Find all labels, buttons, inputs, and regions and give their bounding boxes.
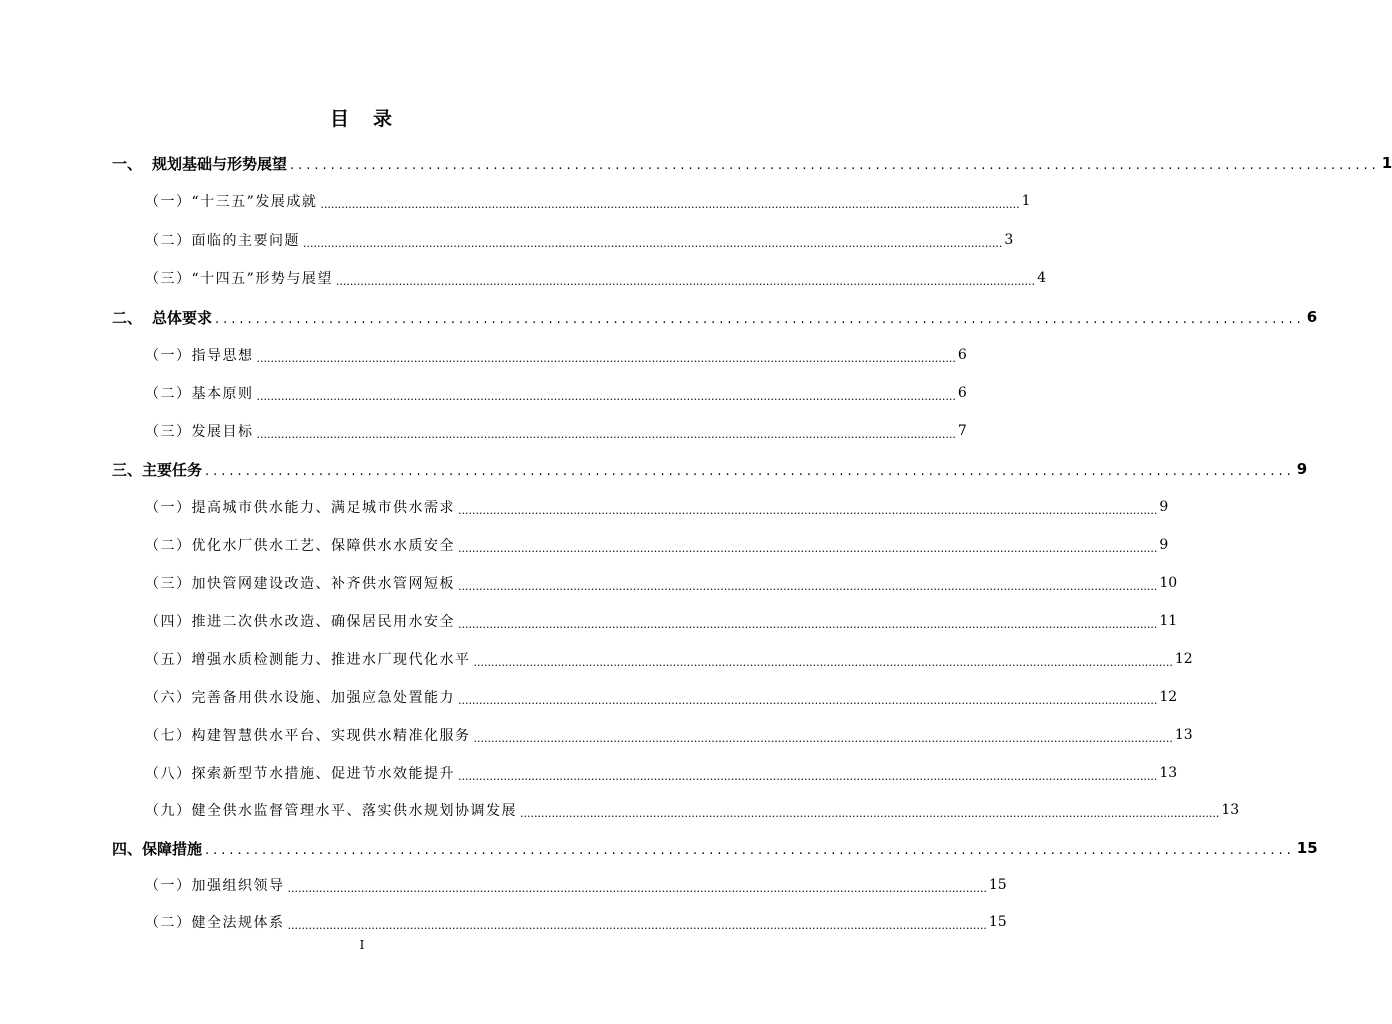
page-number: 12 [1159,689,1178,705]
item-title: （五）增强水质检测能力、推进水厂现代化水平 [145,652,471,668]
section-number: 一、 [112,154,143,173]
page-number: 4 [1037,270,1047,286]
dot-leader: ........................................................................................................................................................................................................ [520,806,1220,820]
item-title: （六）完善备用供水设施、加强应急处置能力 [145,690,455,706]
toc-item-3-3[interactable] [145,572,1178,594]
item-title: （九）健全供水监督管理水平、落实供水规划协调发展 [145,803,517,819]
dot-leader: ...................................................................................................................................... [205,842,1295,858]
item-title: （二）健全法规体系 [145,915,285,931]
page-number: 15 [1296,839,1318,857]
page-number: 15 [988,877,1007,893]
toc-item-1-1[interactable] [145,190,1031,212]
section-number: 二、 [112,308,143,327]
page-number: 9 [1159,499,1169,515]
dot-leader: ...................................................................................................................................... [205,463,1295,479]
item-title: （一）“十三五”发展成就 [145,194,318,210]
page-number: 15 [988,914,1007,930]
dot-leader: ........................................................................................................................................................................................................ [458,503,1158,517]
toc-item-4-1[interactable] [145,874,1007,896]
toc-item-3-4[interactable] [145,610,1178,632]
item-title: （一）提高城市供水能力、满足城市供水需求 [145,500,455,516]
footer-page-number: I [359,938,365,952]
item-title: （三）加快管网建设改造、补齐供水管网短板 [145,576,455,592]
toc-item-3-2[interactable] [145,534,1169,556]
page-number: 9 [1159,537,1169,553]
item-title: （三）“十四五”形势与展望 [145,271,333,287]
dot-leader: ........................................................................................................................................................................................................ [320,197,1020,211]
section-title: 保障措施 [142,839,203,858]
toc-item-2-1[interactable] [145,344,967,366]
page-number: 7 [957,423,967,439]
dot-leader: ........................................................................................................................................................................................................ [458,769,1158,783]
item-title: （二）面临的主要问题 [145,233,300,249]
page-number: 10 [1159,575,1178,591]
dot-leader: ........................................................................................................................................................................................................ [287,881,987,895]
item-title: （一）指导思想 [145,348,254,364]
page-number: 1 [1021,193,1031,209]
page-number: 9 [1296,460,1308,478]
section-title: 总体要求 [152,308,213,327]
toc-section-2[interactable] [112,306,1318,328]
dot-leader: ........................................................................................................................................................................................................ [303,236,1003,250]
dot-leader: ........................................................................................................................................................................................................ [458,617,1158,631]
toc-item-1-3[interactable] [145,267,1047,289]
toc-item-2-2[interactable] [145,382,967,404]
toc-section-3[interactable] [112,458,1308,480]
toc-item-4-2[interactable] [145,911,1007,933]
toc-section-4[interactable] [112,837,1318,859]
dot-leader: ........................................................................................................................................................................................................ [287,918,987,932]
page-number: 3 [1004,232,1014,248]
section-number: 四、 [112,839,143,858]
title-part-1: 目 [329,108,351,130]
dot-leader: ........................................................................................................................................................................................................ [473,655,1173,669]
dot-leader: ........................................................................................................................................................................................................ [458,693,1158,707]
page-number: 6 [957,385,967,401]
dot-leader: ........................................................................................................................................................................................................ [256,351,956,365]
dot-leader: ........................................................................................................................................................................................................ [256,389,956,403]
toc-item-2-3[interactable] [145,420,967,442]
section-number: 三、 [112,460,143,479]
dot-leader: ........................................................................................................................................................................................................ [256,427,956,441]
toc-item-3-8[interactable] [145,762,1178,784]
page-number: 6 [957,347,967,363]
item-title: （四）推进二次供水改造、确保居民用水安全 [145,614,455,630]
section-title: 规划基础与形势展望 [152,154,288,173]
dot-leader: ........................................................................................................................................................................................................ [458,579,1158,593]
toc-item-3-7[interactable] [145,724,1193,746]
item-title: （七）构建智慧供水平台、实现供水精准化服务 [145,728,471,744]
toc-item-3-5[interactable] [145,648,1193,670]
toc-item-3-1[interactable] [145,496,1169,518]
item-title: （二）优化水厂供水工艺、保障供水水质安全 [145,538,455,554]
page-number: 13 [1174,727,1193,743]
section-title: 主要任务 [142,460,203,479]
page-number: 13 [1221,802,1240,818]
page-number: 12 [1174,651,1193,667]
toc-item-3-6[interactable] [145,686,1178,708]
page-number: 11 [1159,613,1178,629]
dot-leader: ...................................................................................................................................... [290,157,1380,173]
item-title: （八）探索新型节水措施、促进节水效能提升 [145,766,455,782]
toc-section-1[interactable] [112,152,1392,174]
item-title: （二）基本原则 [145,386,254,402]
dot-leader: ...................................................................................................................................... [215,311,1305,327]
page-number: 1 [1381,154,1392,172]
dot-leader: ........................................................................................................................................................................................................ [473,731,1173,745]
toc-item-1-2[interactable] [145,229,1014,251]
toc-item-3-9[interactable] [145,799,1240,821]
title-part-2: 录 [373,108,395,130]
page-title [0,104,724,131]
page-number: 6 [1306,308,1318,326]
item-title: （一）加强组织领导 [145,878,285,894]
dot-leader: ........................................................................................................................................................................................................ [458,541,1158,555]
dot-leader: ........................................................................................................................................................................................................ [335,274,1036,288]
page-number: 13 [1159,765,1178,781]
item-title: （三）发展目标 [145,424,254,440]
